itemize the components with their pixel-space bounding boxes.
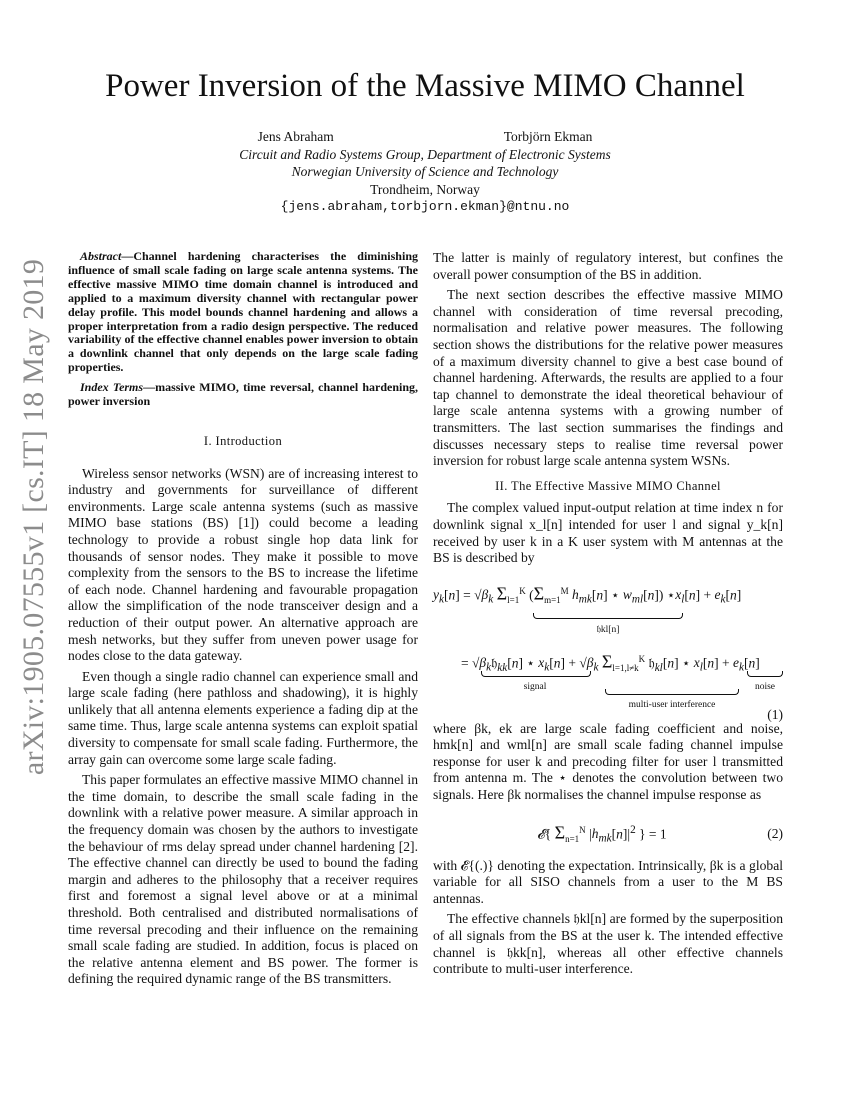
location: Trondheim, Norway: [370, 181, 480, 197]
brace-label: 𝔥kl[n]: [596, 624, 620, 635]
equation-number: (1): [767, 706, 783, 722]
paragraph: The latter is mainly of regulatory interest, but confines the overall power consumption of the BS in addition.: [433, 250, 783, 282]
brace-label: multi-user interference: [628, 699, 716, 710]
index-terms: Index Terms—massive MIMO, time reversal, channel hardening, power inversion: [68, 380, 418, 409]
paragraph: with 𝓔{(.)} denoting the expectation. Intrinsically, βk is a global variable for all SISO channels from a user to the M BS antennas.: [433, 857, 783, 906]
paragraph: This paper formulates an effective massive MIMO channel in the time domain, to describe the small scale fading in the downlink with a relative power measure. A similar approach in the frequency domain was chosen by the authors to investigate the behaviour of rms delay spread under channel hardening [2]. The effective channel can directly be used to bound the fading margin and adheres to the philosophy that a receiver requires first and foremost a signal level above or at a minimal threshold. Both centralised and distributed normalisations of time reversal precoding and their influence on the remaining small scale fading are studied. In addition, focus is placed on the relative antenna element and BS power. The former is defining the required dynamic range of the BS transmitters.: [68, 772, 418, 987]
author-name: Torbjörn Ekman: [503, 129, 593, 144]
paragraph: The next section describes the effective massive MIMO channel with consideration of time reversal precoding, normalisation and relative power measures. The following section shows the distributions for the relative power measures of a maximum diversity channel to give a best case bound of channel hardening. Afterwards, the results are applied to a four tap channel to demonstrate the ideal theoretical behaviour of large scale antenna systems with a growing number of transmitters. The last section summarises the findings and discusses necessary steps to realise time reversal power inversion for robust large scale antenna system WSNs.: [433, 287, 783, 469]
paragraph: Even though a single radio channel can experience small and large scale fading (here pathloss and shadowing), it is highly unlikely that all antenna elements experience a fading dip at the same time. Thus, large scale antenna systems can exploit spatial diversity to compensate for small scale fading. Furthermore, the array gain can overcome some large scale fading.: [68, 668, 418, 767]
brace-label: noise: [754, 681, 776, 692]
paragraph: The effective channels 𝔥kl[n] are formed by the superposition of all signals from the BS at the user k. The intended effective channel is 𝔥kk[n], whereas all other effective channels contribute to multi-user interference.: [433, 911, 783, 977]
paragraph: Wireless sensor networks (WSN) are of increasing interest to industry and governments for surveillance of different environments. Large scale antenna systems (such as massive MIMO base stations (BS) [1]) could become a leading technology to provide a robust single hop data link for thousands of sensor nodes. They make it possible to move complexity from the sensors to the BS to increase the lifetime of each node. Channel hardening and favourable propagation allow the simplification of the node transceiver design and a reduction of their output power. An alternative approach are mesh networks, but they suffer from uneven power usage for nodes close to the data gateway.: [68, 465, 418, 664]
affiliation-line: Circuit and Radio Systems Group, Department of Electronic Systems: [239, 146, 611, 162]
brace-label: signal: [523, 681, 547, 692]
affiliation-line: Norwegian University of Science and Technology: [291, 164, 559, 179]
author-block: [0, 128, 850, 216]
arxiv-identifier: arXiv:1905.07555v1 [cs.IT] 18 May 2019: [17, 258, 50, 776]
section-heading: II. The Effective Massive MIMO Channel: [495, 478, 721, 493]
equation-1: $y_k[n] = √\beta_k$ $\Sigma_{l=1}^K$ ($\Sigma_{m=1}^M$ $h_{mk}[n]$ ⋆ $w_{ml}[n]$) $⋆x_l[n] + e_k[n]$ 𝔥kl[n] = $√\beta_k𝔥_{kk}[n]$ ⋆ $x_k[n] + √\beta_k$ $\Sigma_{l=1,l\ne k}^K$ 𝔥$_{kl}$[n] ⋆ $x_l[n] + e_k[n]$ signal multi-user interference noise (1): [433, 571, 783, 721]
author-name: Jens Abraham: [257, 129, 334, 144]
right-column: [433, 250, 783, 982]
section-heading: I. Introduction: [203, 433, 283, 448]
paper-title: Power Inversion of the Massive MIMO Channel: [105, 68, 745, 104]
paragraph: The complex valued input-output relation at time index n for downlink signal x_l[n] intended for user l and signal y_k[n] received by user k in a K user system with M antennas at the BS is described by: [433, 500, 783, 566]
paragraph: where βk, ek are large scale fading coefficient and noise, hmk[n] and wml[n] are small scale fading channel impulse response for user k and precoding filter for user l transmitted from antenna m. The ⋆ denotes the convolution between two signals. Here βk normalises the channel impulse response as: [433, 720, 783, 803]
left-column: [68, 250, 418, 992]
email: {jens.abraham,torbjorn.ekman}@ntnu.no: [280, 199, 570, 214]
equation-number: (2): [767, 825, 783, 841]
equation-2: 𝓔{ $\Sigma_{n=1}^N$ $|h_{mk}[n]|^2$ } = 1 (2): [537, 822, 783, 845]
abstract: Abstract—Channel hardening characterises the diminishing influence of small scale fading on large scale antenna systems. The effective massive MIMO time domain channel is introduced and applied to a maximum diversity channel with rectangular power delay profile. This model bounds channel hardening and allows a proper interpretation from a radio design perspective. The reduced variability of the effective channel enables power inversion to obtain a downlink channel that only depends on the large scale fading properties.: [68, 249, 418, 375]
